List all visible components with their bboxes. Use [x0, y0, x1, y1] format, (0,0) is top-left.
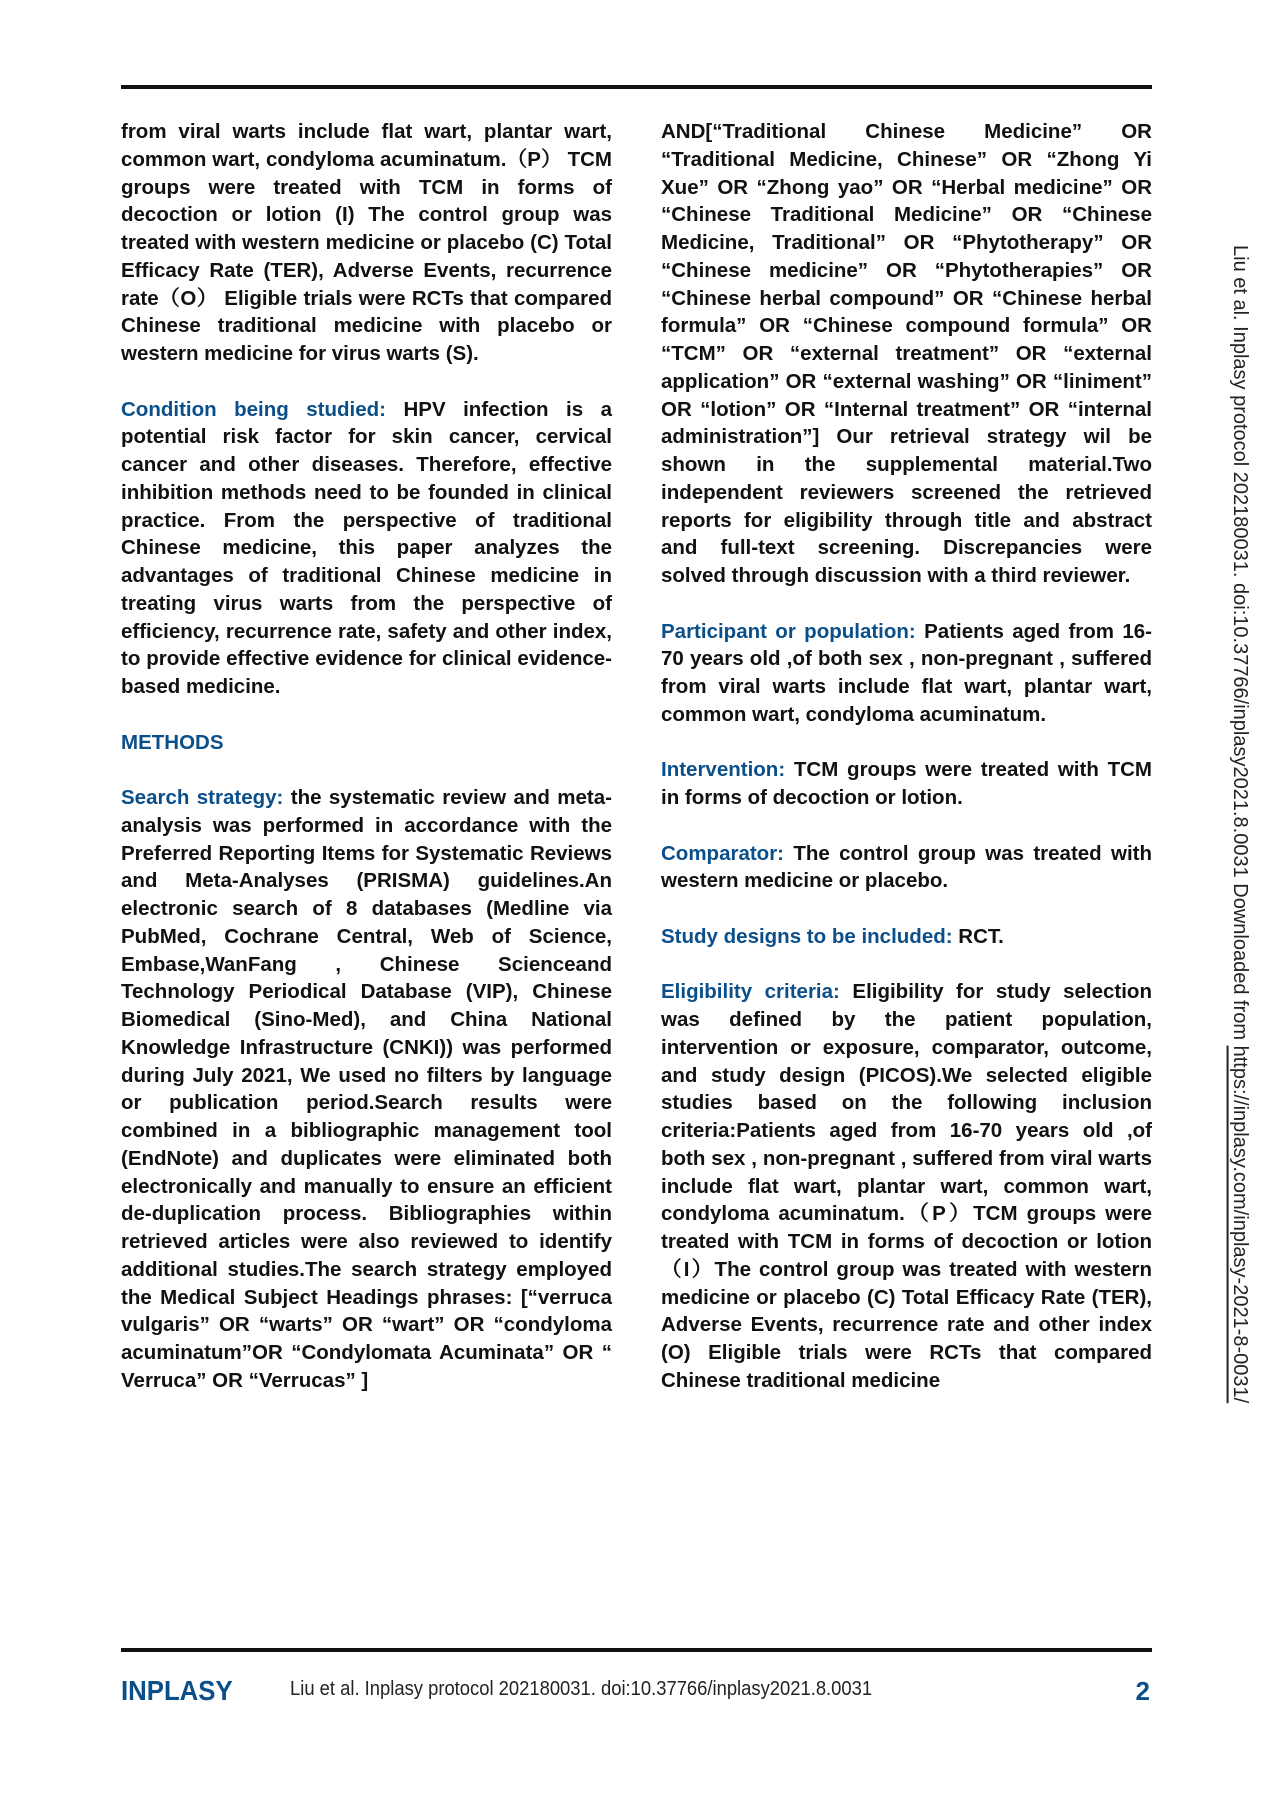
download-link[interactable]: https://inplasy.com/inplasy-2021-8-0031/	[1229, 1045, 1251, 1404]
methods-heading: METHODS	[121, 730, 224, 754]
left-column	[121, 118, 612, 1422]
intervention-label: Intervention:	[661, 758, 786, 782]
condition-label: Condition being studied:	[121, 397, 386, 421]
right-column	[661, 118, 1152, 1422]
search-strategy-continuation: AND[“Traditional Chinese Medicine” OR “Traditional Medicine, Chinese” OR “Zhong Yi Xue” OR “Zhong yao” OR “Herbal medicine” OR “Chinese Traditional Medicine” OR “Chinese Medicine, Traditional” OR “Phytotherapy” OR “Chinese medicine” OR “Phytotherapies” OR “Chinese herbal compound” OR “Chinese herbal formula” OR “Chinese compound formula” OR “TCM” OR “external treatment” OR “external application” OR “external washing” OR “liniment” OR “lotion” OR “Internal treatment” OR “internal administration”] Our retrieval strategy wil be shown in the supplemental material.Two independent reviewers screened the retrieved reports for eligibility through title and abstract and full-text screening. Discrepancies were solved through discussion with a third reviewer.	[661, 120, 1152, 587]
study-designs-label: Study designs to be included:	[661, 924, 953, 948]
intervention-text: TCM groups were treated with TCM in forms of decoction or lotion.	[661, 758, 1152, 809]
side-download-note	[1228, 245, 1251, 1403]
participant-label: Participant or population:	[661, 619, 916, 643]
study-designs-section	[661, 923, 1152, 951]
study-designs-text: RCT.	[952, 924, 1004, 948]
eligibility-label: Eligibility criteria:	[661, 980, 840, 1004]
header-rule	[121, 85, 1152, 89]
page-number: 2	[1135, 1676, 1150, 1706]
footer-rule	[121, 1648, 1152, 1652]
abstract-continuation: from viral warts include flat wart, plantar wart, common wart, condyloma acuminatum.（P） TCM groups were treated with TCM in forms of decoction or lotion (I) The control group was treated with western medicine or placebo (C) Total Efficacy Rate (TER), Adverse Events, recurrence rate（O） Eligible trials were RCTs that compared Chinese traditional medicine with placebo or western medicine for virus warts (S).	[121, 120, 612, 365]
comparator-section	[661, 840, 1152, 896]
footer-brand-logo: INPLASY	[121, 1675, 233, 1706]
search-strategy-text: the systematic review and meta-analysis was performed in accordance with the Preferred Reporting Items for Systematic Reviews and Meta-Analyses (PRISMA) guidelines.An electronic search of 8 databases (Medline via PubMed, Cochrane Central, Web of Science, Embase,WanFang , Chinese Scienceand Technology Periodical Database (VIP), Chinese Biomedical (Sino-Med), and China National Knowledge Infrastructure (CNKI)) was performed during July 2021, We used no filters by language or publication period.Search results were combined in a bibliographic management tool (EndNote) and duplicates were eliminated both electronically and manually to ensure an efficient de-duplication process. Bibliographies within retrieved articles were also reviewed to identify additional studies.The search strategy employed the Medical Subject Headings phrases: [“verruca vulgaris” OR “warts” OR “wart” OR “condyloma acuminatum”OR “Condylomata Acuminata” OR “ Verruca” OR “Verrucas” ]	[121, 786, 612, 1392]
intervention-section	[661, 756, 1152, 812]
comparator-text: The control group was treated with western medicine or placebo.	[661, 841, 1152, 893]
condition-section	[121, 396, 612, 701]
footer-citation: Liu et al. Inplasy protocol 202180031. doi:10.37766/inplasy2021.8.0031	[290, 1678, 873, 1700]
participant-section	[661, 618, 1152, 729]
participant-text: Patients aged from 16-70 years old ,of both sex , non-pregnant , suffered from viral warts include flat wart, plantar wart, common wart, condyloma acuminatum.	[661, 619, 1153, 726]
search-strategy-section	[121, 784, 612, 1395]
eligibility-text: Eligibility for study selection was defined by the patient population, intervention or exposure, comparator, outcome, and study design (PICOS).We selected eligible studies based on the following inclusion criteria:Patients aged from 16-70 years old ,of both sex , non-pregnant , suffered from viral warts include flat wart, plantar wart, common wart, condyloma acuminatum.（P）TCM groups were treated with TCM in forms of decoction or lotion（I）The control group was treated with western medicine or placebo (C) Total Efficacy Rate (TER), Adverse Events, recurrence rate and other index (O) Eligible trials were RCTs that compared Chinese traditional medicine	[661, 980, 1152, 1392]
eligibility-section	[661, 978, 1152, 1394]
side-note-text: Liu et al. Inplasy protocol 202180031. doi:10.37766/inplasy2021.8.0031 Downloaded from	[1229, 245, 1251, 1046]
search-strategy-label: Search strategy:	[121, 786, 284, 809]
comparator-label: Comparator:	[661, 841, 785, 865]
condition-text: HPV infection is a potential risk factor for skin cancer, cervical cancer and other diseases. Therefore, effective inhibition methods need to be founded in clinical practice. From the perspective of traditional Chinese medicine, this paper analyzes the advantages of traditional Chinese medicine in treating virus warts from the perspective of efficiency, recurrence rate, safety and other index, to provide effective evidence for clinical evidence-based medicine.	[121, 397, 612, 698]
